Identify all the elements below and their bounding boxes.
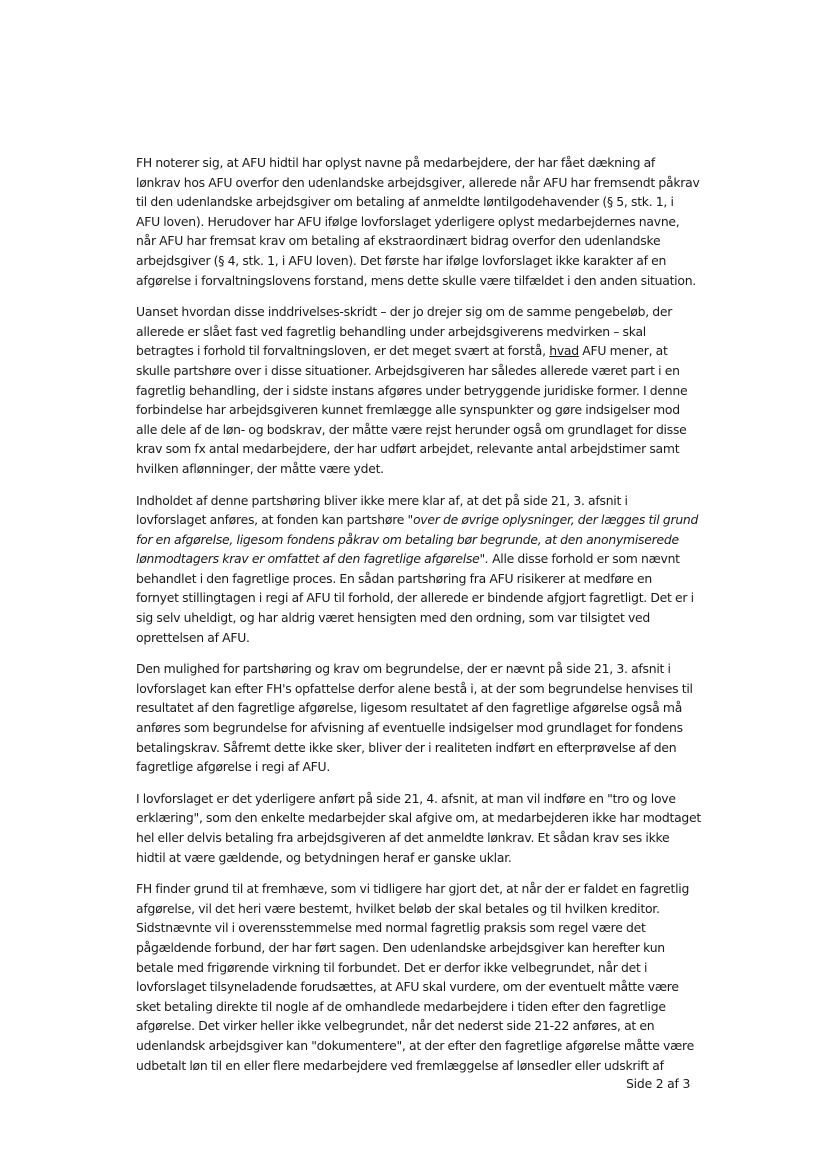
text-line: arbejdsgiver (§ 4, stk. 1, i AFU loven). Det første har ifølge lovforslaget ikke karakter af en xyxy=(136,252,667,268)
text-line: resultatet af den fagretlige afgørelse, ligesom resultatet af den fagretlige afgørelse også må xyxy=(136,700,683,716)
text-line: hel eller delvis betaling fra arbejdsgiveren af det anmeldte lønkrav. Et sådan krav ses ikke xyxy=(136,830,670,845)
text-line: I lovforslaget er det yderligere anført på side 21, 4. afsnit, at man vil indføre en "tro og love xyxy=(136,790,676,806)
italic-quote: "over de øvrige oplysninger, der lægges til grund xyxy=(407,512,699,528)
text-line: fornyet stillingtagen i regi af AFU til forhold, der allerede er bindende afgjort fagretligt. Det er i xyxy=(136,590,694,606)
italic-quote: lønmodtagers krav er omfattet af den fagretlige afgørelse". xyxy=(136,551,489,567)
text-line: afgørelse. Det virker heller ikke velbegrundet, når det nederst side 21-22 anføres, at en xyxy=(136,1018,655,1034)
text-line: udenlandsk arbejdsgiver kan "dokumentere", at der efter den fagretlige afgørelse måtte være xyxy=(136,1037,694,1053)
text-line: afgørelse i forvaltningslovens forstand, mens dette skulle være tilfældet i den anden situation. xyxy=(136,272,696,288)
text-line: hvilken aflønninger, der måtte være ydet. xyxy=(136,460,384,476)
text-line: Den mulighed for partshøring og krav om begrundelse, der er nævnt på side 21, 3. afsnit i xyxy=(136,661,671,677)
text-line: skulle partshøre over i disse situationer. Arbejdsgiveren har således allerede været part i en xyxy=(136,362,680,378)
text-line: fagretlig behandling, der i sidste instans afgøres under betryggende juridiske former. I denne xyxy=(136,382,688,398)
text-line: lønkrav hos AFU overfor den udenlandske arbejdsgiver, allerede når AFU har fremsendt påkrav xyxy=(136,174,700,190)
text-line: Indholdet af denne partshøring bliver ikke mere klar af, at det på side 21, 3. afsnit i xyxy=(136,492,628,508)
text-line-mixed xyxy=(136,510,699,530)
text-line: behandlet i den fagretlige proces. En sådan partshøring fra AFU risikerer at medføre en xyxy=(136,570,653,586)
text-line: sig selv uheldigt, og har aldrig været hensigten med den ordning, som var tilsigtet ved xyxy=(136,610,651,626)
text-line: oprettelsen af AFU. xyxy=(136,629,250,645)
text-line: erklæring", som den enkelte medarbejder skal afgive om, at medarbejderen ikke har modtaget xyxy=(136,810,702,826)
page-number: Side 2 af 3 xyxy=(626,1076,691,1091)
text-line: til den udenlandske arbejdsgiver om betaling af anmeldte løntilgodehavender (§ 5, stk. 1, i xyxy=(136,194,674,210)
text-line: alle dele af de løn- og bodskrav, der måtte være rejst herunder også om grundlaget for disse xyxy=(136,421,687,437)
paragraph-2 xyxy=(136,302,696,478)
text-segment: AFU mener, at xyxy=(582,343,668,359)
text-line: hidtil at være gældende, og betydningen heraf er ganske uklar. xyxy=(136,849,512,865)
text-line: anføres som begrundelse for afvisning af eventuelle indsigelser mod grundlaget for fondens xyxy=(136,720,683,736)
text-line: sket betaling direkte til nogle af de omhandlede medarbejdere i tiden efter den fagretlige xyxy=(136,998,666,1014)
paragraph-3 xyxy=(136,491,699,648)
text-segment: betragtes i forhold til forvaltningsloven, er det meget svært at forstå, xyxy=(136,343,546,359)
text-segment: Alle disse forhold er som nævnt xyxy=(492,551,680,567)
text-line: AFU loven). Herudover har AFU ifølge lovforslaget yderligere oplyst medarbejdernes navne, xyxy=(136,213,680,229)
text-line: forbindelse har arbejdsgiveren kunnet fremlægge alle synspunkter og gøre indsigelser mod xyxy=(136,402,680,418)
paragraph-4 xyxy=(136,659,696,777)
underlined-word: hvad xyxy=(549,343,579,359)
text-line: FH finder grund til at fremhæve, som vi tidligere har gjort det, at når der er faldet en fagretlig xyxy=(136,881,690,897)
text-segment: lovforslaget anføres, at fonden kan partshøre xyxy=(136,512,405,528)
text-line: allerede er slået fast ved fagretlig behandling under arbejdsgiverens medvirken – skal xyxy=(136,323,646,339)
text-line: udbetalt løn til en eller flere medarbejdere ved fremlæggelse af lønsedler eller udskrift af xyxy=(136,1057,664,1073)
text-line: når AFU har fremsat krav om betaling af ekstraordinært bidrag overfor den udenlandske xyxy=(136,233,661,249)
document-body xyxy=(136,153,702,1087)
text-line: lovforslaget kan efter FH's opfattelse derfor alene bestå i, at der som begrundelse henvises til xyxy=(136,680,693,696)
text-line: betale med frigørende virkning til forbundet. Det er derfor ikke velbegrundet, når det i xyxy=(136,959,648,975)
text-line-mixed xyxy=(136,549,696,569)
text-line: Uanset hvordan disse inddrivelses-skridt – der jo drejer sig om de samme pengebeløb, der xyxy=(136,304,673,320)
text-line: fagretlige afgørelse i regi af AFU. xyxy=(136,759,331,775)
text-line: afgørelse, vil det heri være bestemt, hvilket beløb der skal betales og til hvilken kreditor. xyxy=(136,900,660,916)
text-line: FH noterer sig, at AFU hidtil har oplyst navne på medarbejdere, der har fået dækning af xyxy=(136,155,656,170)
text-line: Sidstnævnte vil i overensstemmelse med normal fagretlig praksis som regel være det xyxy=(136,920,646,936)
text-line: betalingskrav. Såfremt dette ikke sker, bliver der i realiteten indført en efterprøvelse af den xyxy=(136,739,677,755)
paragraph-6 xyxy=(136,879,696,1075)
paragraph-1 xyxy=(136,153,700,290)
italic-quote-line: for en afgørelse, ligesom fondens påkrav om betaling bør begrunde, at den anonymiserede xyxy=(136,531,679,547)
text-line: lovforslaget tilsyneladende forudsættes, at AFU skal vurdere, om der eventuelt måtte være xyxy=(136,979,679,995)
paragraph-5 xyxy=(136,789,702,867)
text-line-mixed xyxy=(136,341,696,361)
text-line: krav som fx antal medarbejdere, der har udført arbejdet, relevante antal arbejdstimer samt xyxy=(136,441,680,457)
text-line: pågældende forbund, der har ført sagen. Den udenlandske arbejdsgiver kan herefter kun xyxy=(136,939,665,955)
